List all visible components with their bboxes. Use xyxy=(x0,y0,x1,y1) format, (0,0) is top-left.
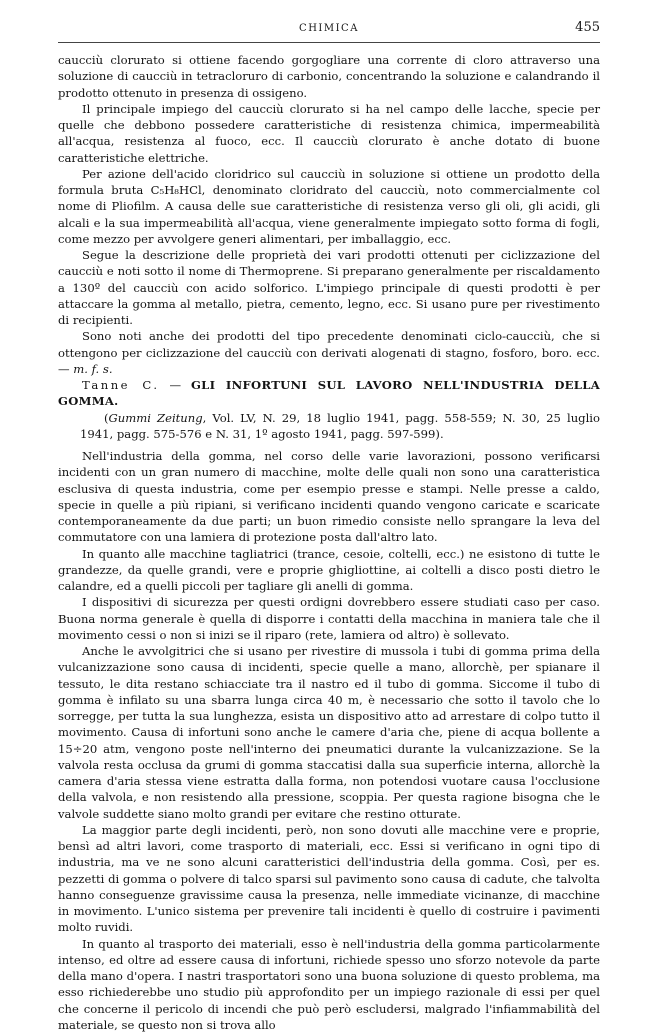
paragraph: Nell'industria della gomma, nel corso delle varie lavorazioni, possono verificarsi incidenti con un gran numero di macchine, molte delle quali non sono una caratteristica esclusiva di questa industria, come per esempio presse e stampi. Nelle presse a caldo, specie in quelle a più ripiani, si verificano incidenti quando vengono caricate e scaricate contemporaneamente da due parti; un buon rimedio consiste nello sprangare la leva del commutatore con una lamiera di protezione posta dall'altro lato. xyxy=(58,448,600,546)
paragraph: Segue la descrizione delle proprietà dei vari prodotti ottenuti per ciclizzazione del caucciù e noti sotto il nome di Thermoprene. Si preparano generalmente per riscaldamento a 130º del caucciù con acido solforico. L'impiego principale di questi prodotti è per attaccare la gomma al metallo, pietra, cemento, legno, ecc. Si usano pure per rivestimento di recipienti. xyxy=(58,247,600,328)
paragraph: In quanto al trasporto dei materiali, esso è nell'industria della gomma particolarmente intenso, ed oltre ad essere causa di infortuni, richiede spesso uno sforzo notevole da parte della mano d'opera. I nastri trasportatori sono una buona soluzione di questo problema, ma esso richiederebbe uno studio più approfondito per un impiego razionale di essi per quel che concerne il pericolo di incendi che può però escludersi, malgrado l'infiammabilità del materiale, se questo non si trova allo xyxy=(58,936,600,1033)
paragraph: Il principale impiego del caucciù clorurato si ha nel campo delle lacche, specie per quelle che debbono possedere caratteristiche di resistenza chimica, impermeabilità all'acqua, resistenza al fuoco, ecc. Il caucciù clorurato è anche dotato di buone caratteristiche elettriche. xyxy=(58,101,600,166)
paragraph-with-signature xyxy=(58,328,600,377)
paragraph: In quanto alle macchine tagliatrici (trance, cesoie, coltelli, ecc.) ne esistono di tutte le grandezze, da quelle grandi, vere e proprie ghigliottine, ai coltelli a disco posti dietro le calandre, ed a quelli piccoli per tagliare gli anelli di gomma. xyxy=(58,546,600,595)
paragraph-text: Sono noti anche dei prodotti del tipo precedente denominati ciclo-caucciù, che si ottengono per ciclizzazione del caucciù con derivati alogenati di stagno, fosforo, boro. ecc. — xyxy=(58,329,600,376)
heading-dash: — xyxy=(169,378,181,392)
article-heading xyxy=(58,377,600,442)
paragraph: caucciù clorurato si ottiene facendo gorgogliare una corrente di cloro attraverso una soluzione di caucciù in tetracloruro di carbonio, concentrando la soluzione e calandrando il prodotto ottenuto in presenza di ossigeno. xyxy=(58,52,600,101)
article-citation xyxy=(58,410,600,443)
page-header xyxy=(58,20,600,40)
header-rule xyxy=(58,42,600,43)
abstract-signature: m. f. s. xyxy=(73,362,112,376)
paragraph: Anche le avvolgitrici che si usano per rivestire di mussola i tubi di gomma prima della vulcanizzazione sono causa di incidenti, specie quelle a mano, allorchè, per spianare il tessuto, le dita restano schiacciate tra il nastro ed il tubo di gomma. Siccome il tubo di gomma è infilato su una sbarra lunga circa 40 m, è necessario che sotto il tavolo che lo sorregge, per tutta la sua lunghezza, esista un dispositivo atto ad arrestare di colpo tutto il movimento. Causa di infortuni sono anche le camere d'aria che, piene di acqua bollente a 15÷20 atm, vengono poste nell'interno dei pneumatici durante la vulcanizzazione. Se la valvola resta occlusa da grumi di gomma staccatisi dalla sua superficie interna, allorchè la camera d'aria stessa viene estratta dalla forma, non potendosi vuotare causa l'occlusione della valvola, e non resistendo alla pressione, scoppia. Per questa ragione bisogna che le valvole suddette siano molto grandi per evitare che restino otturate. xyxy=(58,643,600,822)
article-title: GLI INFORTUNI SUL LAVORO NELL'INDUSTRIA DELLA GOMMA. xyxy=(58,378,600,408)
citation-details: , Vol. LV, N. 29, 18 luglio 1941, pagg. 558-559; N. 30, 25 luglio 1941, pagg. 575-576 e N. 31, 1º agosto 1941, pagg. 597-599). xyxy=(80,411,600,441)
page-body xyxy=(58,52,600,1033)
article-author: Tanne C. xyxy=(82,378,160,392)
paragraph: I dispositivi di sicurezza per questi ordigni dovrebbero essere studiati caso per caso. Buona norma generale è quella di disporre i contatti della macchina in maniera tale che il movimento cessi o non si inizi se il riparo (rete, lamiera od altro) è sollevato. xyxy=(58,594,600,643)
journal-name: Gummi Zeitung xyxy=(109,411,203,425)
citation-open: ( xyxy=(104,411,109,425)
page-number: 455 xyxy=(575,20,600,35)
running-title: CHIMICA xyxy=(58,23,600,34)
paragraph: Per azione dell'acido cloridrico sul caucciù in soluzione si ottiene un prodotto della formula bruta C₅H₈HCl, denominato cloridrato del caucciù, noto commercialmente col nome di Pliofilm. A causa delle sue caratteristiche di resistenza verso gli oli, gli acidi, gli alcali e la sua impermeabilità all'acqua, viene generalmente impiegato sotto forma di fogli, come mezzo per avvolgere generi alimentari, per imballaggio, ecc. xyxy=(58,166,600,247)
paragraph: La maggior parte degli incidenti, però, non sono dovuti alle macchine vere e proprie, bensì ad altri lavori, come trasporto di materiali, ecc. Essi si verificano in ogni tipo di industria, ma ve ne sono alcuni caratteristici dell'industria della gomma. Così, per es. pezzetti di gomma o polvere di talco sparsi sul pavimento sono causa di cadute, che talvolta hanno conseguenze gravissime causa la presenza, nelle immediate vicinanze, di macchine in movimento. L'unico sistema per prevenire tali incidenti è quello di costruire i pavimenti molto ruvidi. xyxy=(58,822,600,936)
